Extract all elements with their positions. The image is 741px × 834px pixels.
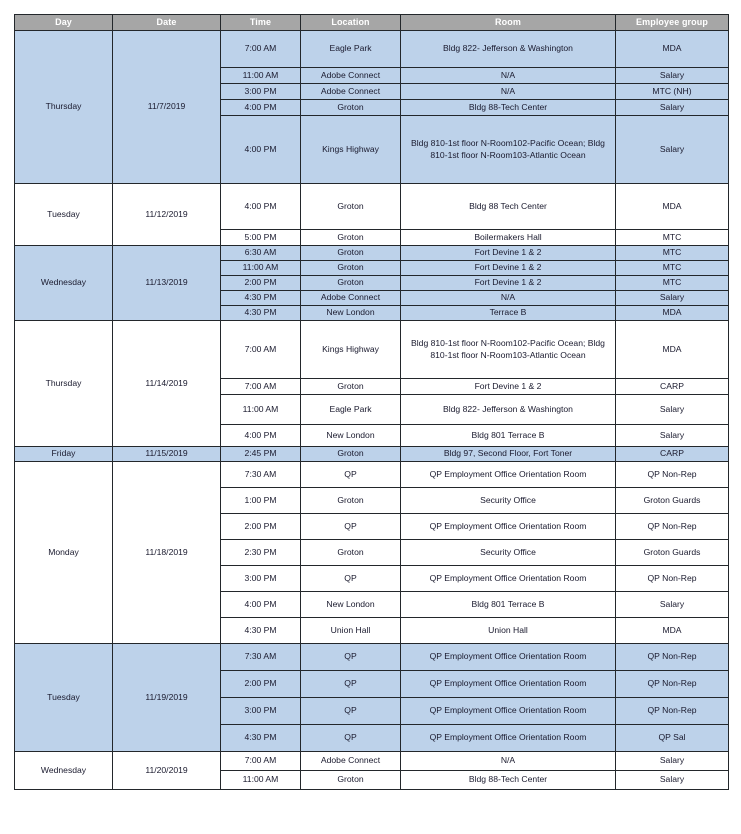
cell-time: 11:00 AM xyxy=(221,395,301,425)
cell-day: Thursday xyxy=(15,31,113,184)
cell-day: Wednesday xyxy=(15,752,113,790)
cell-location: QP xyxy=(301,566,401,592)
cell-time: 7:30 AM xyxy=(221,644,301,671)
cell-location: Adobe Connect xyxy=(301,752,401,771)
cell-location: Eagle Park xyxy=(301,395,401,425)
cell-location: Groton xyxy=(301,379,401,395)
cell-employee-group: CARP xyxy=(616,379,729,395)
cell-location: QP xyxy=(301,698,401,725)
cell-room: Bldg 822- Jefferson & Washington xyxy=(401,395,616,425)
cell-employee-group: MTC xyxy=(616,246,729,261)
cell-time: 7:00 AM xyxy=(221,31,301,68)
cell-time: 3:00 PM xyxy=(221,566,301,592)
orientation-schedule-table xyxy=(14,14,729,790)
cell-location: Groton xyxy=(301,184,401,230)
cell-location: Groton xyxy=(301,230,401,246)
cell-time: 4:30 PM xyxy=(221,725,301,752)
column-header-time: Time xyxy=(221,15,301,31)
cell-room: QP Employment Office Orientation Room xyxy=(401,671,616,698)
cell-day: Tuesday xyxy=(15,184,113,246)
cell-location: Adobe Connect xyxy=(301,84,401,100)
cell-room: Fort Devine 1 & 2 xyxy=(401,246,616,261)
cell-employee-group: MTC xyxy=(616,230,729,246)
cell-employee-group: Groton Guards xyxy=(616,540,729,566)
cell-location: Kings Highway xyxy=(301,116,401,184)
cell-date: 11/18/2019 xyxy=(113,462,221,644)
cell-time: 4:00 PM xyxy=(221,425,301,447)
cell-employee-group: CARP xyxy=(616,447,729,462)
cell-time: 3:00 PM xyxy=(221,84,301,100)
cell-room: Bldg 97, Second Floor, Fort Toner xyxy=(401,447,616,462)
cell-employee-group: Salary xyxy=(616,291,729,306)
column-header-room: Room xyxy=(401,15,616,31)
cell-date: 11/12/2019 xyxy=(113,184,221,246)
table-row xyxy=(15,462,729,488)
cell-location: Adobe Connect xyxy=(301,291,401,306)
cell-location: Groton xyxy=(301,246,401,261)
cell-employee-group: Salary xyxy=(616,68,729,84)
cell-time: 6:30 AM xyxy=(221,246,301,261)
cell-employee-group: QP Non-Rep xyxy=(616,462,729,488)
column-header-day: Day xyxy=(15,15,113,31)
cell-location: Groton xyxy=(301,488,401,514)
cell-room: Fort Devine 1 & 2 xyxy=(401,379,616,395)
cell-employee-group: Salary xyxy=(616,771,729,790)
cell-time: 2:00 PM xyxy=(221,671,301,698)
cell-location: Eagle Park xyxy=(301,31,401,68)
cell-location: QP xyxy=(301,462,401,488)
cell-employee-group: Groton Guards xyxy=(616,488,729,514)
cell-room: Fort Devine 1 & 2 xyxy=(401,276,616,291)
cell-location: Groton xyxy=(301,261,401,276)
cell-room: Security Office xyxy=(401,488,616,514)
column-header-location: Location xyxy=(301,15,401,31)
cell-room: N/A xyxy=(401,291,616,306)
cell-employee-group: MTC (NH) xyxy=(616,84,729,100)
cell-employee-group: MDA xyxy=(616,184,729,230)
cell-employee-group: MTC xyxy=(616,261,729,276)
cell-room: Bldg 822- Jefferson & Washington xyxy=(401,31,616,68)
cell-location: Groton xyxy=(301,276,401,291)
cell-employee-group: QP Non-Rep xyxy=(616,514,729,540)
cell-location: Groton xyxy=(301,540,401,566)
cell-time: 2:00 PM xyxy=(221,514,301,540)
cell-location: Groton xyxy=(301,771,401,790)
cell-room: QP Employment Office Orientation Room xyxy=(401,644,616,671)
cell-room: Union Hall xyxy=(401,618,616,644)
table-row xyxy=(15,184,729,230)
cell-employee-group: MTC xyxy=(616,276,729,291)
cell-time: 3:00 PM xyxy=(221,698,301,725)
cell-date: 11/13/2019 xyxy=(113,246,221,321)
cell-day: Thursday xyxy=(15,321,113,447)
cell-room: Fort Devine 1 & 2 xyxy=(401,261,616,276)
cell-location: Groton xyxy=(301,100,401,116)
cell-room: Bldg 88-Tech Center xyxy=(401,771,616,790)
cell-employee-group: MDA xyxy=(616,618,729,644)
cell-employee-group: QP Non-Rep xyxy=(616,566,729,592)
cell-location: Groton xyxy=(301,447,401,462)
cell-room: Bldg 88 Tech Center xyxy=(401,184,616,230)
cell-date: 11/15/2019 xyxy=(113,447,221,462)
cell-location: Kings Highway xyxy=(301,321,401,379)
cell-time: 2:00 PM xyxy=(221,276,301,291)
cell-location: Adobe Connect xyxy=(301,68,401,84)
cell-employee-group: Salary xyxy=(616,116,729,184)
cell-room: QP Employment Office Orientation Room xyxy=(401,514,616,540)
cell-employee-group: QP Non-Rep xyxy=(616,644,729,671)
cell-date: 11/14/2019 xyxy=(113,321,221,447)
cell-date: 11/7/2019 xyxy=(113,31,221,184)
cell-time: 7:30 AM xyxy=(221,462,301,488)
cell-employee-group: Salary xyxy=(616,395,729,425)
cell-employee-group: MDA xyxy=(616,321,729,379)
cell-room: N/A xyxy=(401,84,616,100)
column-header-group: Employee group xyxy=(616,15,729,31)
cell-day: Wednesday xyxy=(15,246,113,321)
cell-employee-group: Salary xyxy=(616,425,729,447)
cell-room: QP Employment Office Orientation Room xyxy=(401,462,616,488)
cell-room: Bldg 801 Terrace B xyxy=(401,425,616,447)
cell-location: New London xyxy=(301,425,401,447)
table-row xyxy=(15,31,729,68)
cell-time: 4:00 PM xyxy=(221,184,301,230)
cell-time: 4:30 PM xyxy=(221,291,301,306)
cell-employee-group: Salary xyxy=(616,100,729,116)
cell-room: QP Employment Office Orientation Room xyxy=(401,725,616,752)
cell-location: Union Hall xyxy=(301,618,401,644)
table-row xyxy=(15,246,729,261)
cell-time: 4:00 PM xyxy=(221,100,301,116)
cell-time: 7:00 AM xyxy=(221,321,301,379)
cell-room: N/A xyxy=(401,752,616,771)
cell-employee-group: QP Non-Rep xyxy=(616,698,729,725)
cell-time: 5:00 PM xyxy=(221,230,301,246)
cell-day: Monday xyxy=(15,462,113,644)
cell-employee-group: Salary xyxy=(616,752,729,771)
cell-room: Bldg 88-Tech Center xyxy=(401,100,616,116)
cell-date: 11/20/2019 xyxy=(113,752,221,790)
cell-time: 1:00 PM xyxy=(221,488,301,514)
cell-location: New London xyxy=(301,306,401,321)
cell-time: 4:00 PM xyxy=(221,592,301,618)
cell-location: QP xyxy=(301,644,401,671)
cell-room: Boilermakers Hall xyxy=(401,230,616,246)
cell-time: 11:00 AM xyxy=(221,68,301,84)
cell-room: Bldg 801 Terrace B xyxy=(401,592,616,618)
table-row xyxy=(15,752,729,771)
cell-time: 4:00 PM xyxy=(221,116,301,184)
cell-room: Terrace B xyxy=(401,306,616,321)
cell-room: Bldg 810-1st floor N-Room102-Pacific Ocean; Bldg 810-1st floor N-Room103-Atlantic Ocean xyxy=(401,116,616,184)
cell-room: Bldg 810-1st floor N-Room102-Pacific Ocean; Bldg 810-1st floor N-Room103-Atlantic Ocean xyxy=(401,321,616,379)
table-body xyxy=(15,31,729,790)
cell-day: Friday xyxy=(15,447,113,462)
column-header-date: Date xyxy=(113,15,221,31)
cell-employee-group: Salary xyxy=(616,592,729,618)
cell-time: 4:30 PM xyxy=(221,306,301,321)
cell-employee-group: QP Sal xyxy=(616,725,729,752)
cell-time: 11:00 AM xyxy=(221,261,301,276)
table-row xyxy=(15,321,729,379)
cell-location: QP xyxy=(301,725,401,752)
cell-time: 2:30 PM xyxy=(221,540,301,566)
table-row xyxy=(15,447,729,462)
cell-date: 11/19/2019 xyxy=(113,644,221,752)
table-header xyxy=(15,15,729,31)
table-header-row xyxy=(15,15,729,31)
cell-employee-group: MDA xyxy=(616,306,729,321)
cell-room: QP Employment Office Orientation Room xyxy=(401,698,616,725)
cell-room: N/A xyxy=(401,68,616,84)
cell-time: 2:45 PM xyxy=(221,447,301,462)
cell-time: 7:00 AM xyxy=(221,379,301,395)
cell-day: Tuesday xyxy=(15,644,113,752)
cell-time: 11:00 AM xyxy=(221,771,301,790)
table-row xyxy=(15,644,729,671)
cell-location: New London xyxy=(301,592,401,618)
cell-location: QP xyxy=(301,671,401,698)
cell-room: QP Employment Office Orientation Room xyxy=(401,566,616,592)
cell-time: 4:30 PM xyxy=(221,618,301,644)
cell-employee-group: MDA xyxy=(616,31,729,68)
cell-location: QP xyxy=(301,514,401,540)
cell-employee-group: QP Non-Rep xyxy=(616,671,729,698)
cell-time: 7:00 AM xyxy=(221,752,301,771)
cell-room: Security Office xyxy=(401,540,616,566)
